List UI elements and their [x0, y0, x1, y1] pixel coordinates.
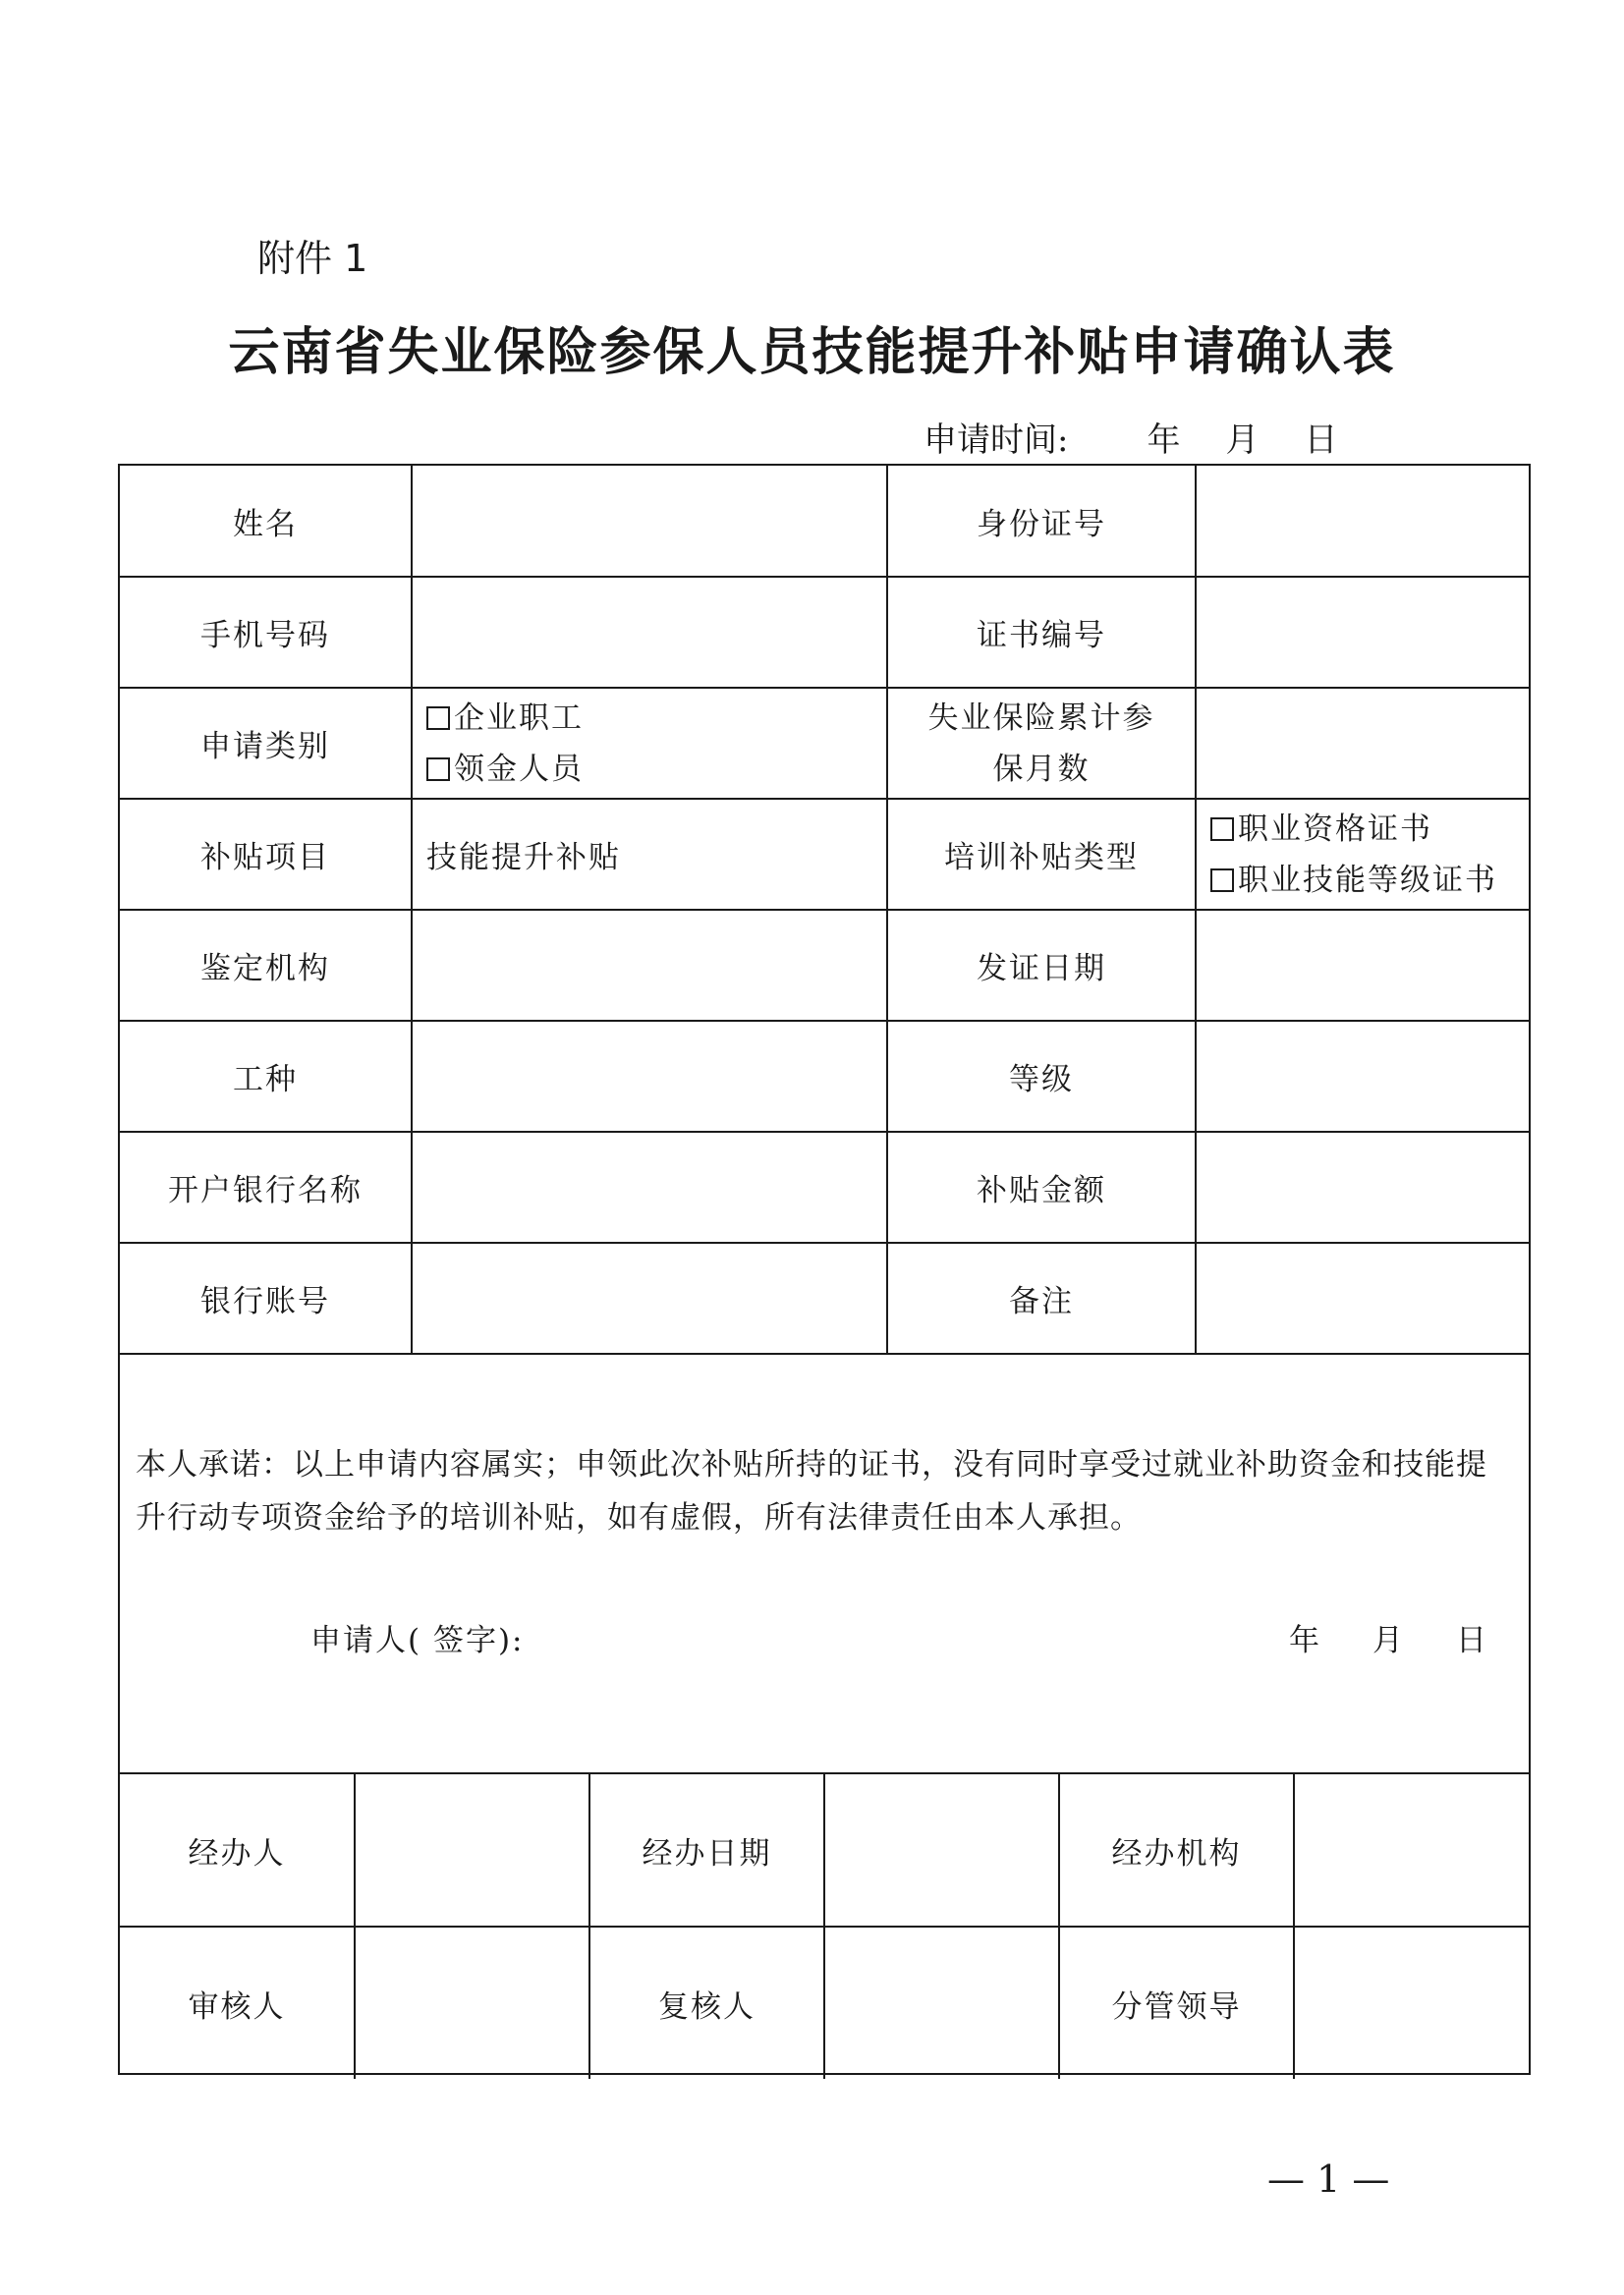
id-number-field[interactable]	[1196, 466, 1529, 577]
bank-account-label: 银行账号	[120, 1243, 412, 1354]
table-row	[120, 910, 1529, 1021]
subsidy-type-option-skill-level[interactable]	[1210, 855, 1529, 906]
certificate-number-label: 证书编号	[887, 577, 1196, 688]
day-label: 日	[1304, 420, 1338, 460]
id-number-label: 身份证号	[887, 466, 1196, 577]
supervisor-label: 分管领导	[1059, 1927, 1294, 2079]
apply-date-line	[924, 413, 1337, 461]
attachment-label: 附件 1	[257, 237, 368, 280]
name-label: 姓名	[120, 466, 412, 577]
year-label: 年	[1147, 420, 1181, 460]
table-row	[120, 1132, 1529, 1243]
rechecker-label: 复核人	[589, 1927, 824, 2079]
option-label: 职业资格证书	[1238, 811, 1432, 847]
handler-field[interactable]	[355, 1773, 589, 1927]
insured-months-label	[887, 688, 1196, 799]
name-field[interactable]	[412, 466, 887, 577]
form-title: 云南省失业保险参保人员技能提升补贴申请确认表	[228, 323, 1396, 382]
bank-name-field[interactable]	[412, 1132, 887, 1243]
day-label: 日	[1456, 1623, 1486, 1658]
insured-months-label-line2: 保月数	[992, 751, 1091, 787]
appraisal-agency-label: 鉴定机构	[120, 910, 412, 1021]
subsidy-amount-field[interactable]	[1196, 1132, 1529, 1243]
table-row	[120, 799, 1529, 910]
rechecker-field[interactable]	[824, 1927, 1059, 2079]
signature-label: 申请人( 签字):	[310, 1623, 525, 1658]
remarks-label: 备注	[887, 1243, 1196, 1354]
reviewer-label: 审核人	[120, 1927, 355, 2079]
insured-months-field[interactable]	[1196, 688, 1529, 799]
handling-agency-field[interactable]	[1294, 1773, 1529, 1927]
table-row	[120, 688, 1529, 799]
applicant-info-table	[120, 466, 1529, 1355]
checkbox-icon	[426, 757, 450, 781]
issue-date-field[interactable]	[1196, 910, 1529, 1021]
subsidy-amount-label: 补贴金额	[887, 1132, 1196, 1243]
remarks-field[interactable]	[1196, 1243, 1529, 1354]
approval-table	[120, 1772, 1529, 2079]
grade-field[interactable]	[1196, 1021, 1529, 1132]
supervisor-field[interactable]	[1294, 1927, 1529, 2079]
handling-date-label: 经办日期	[589, 1773, 824, 1927]
handler-label: 经办人	[120, 1773, 355, 1927]
occupation-field[interactable]	[412, 1021, 887, 1132]
page-number: — 1 —	[1267, 2157, 1390, 2201]
grade-label: 等级	[887, 1021, 1196, 1132]
subsidy-item-label: 补贴项目	[120, 799, 412, 910]
apply-time-label: 申请时间:	[924, 420, 1069, 460]
occupation-label: 工种	[120, 1021, 412, 1132]
handling-date-field[interactable]	[824, 1773, 1059, 1927]
category-label: 申请类别	[120, 688, 412, 799]
issue-date-label: 发证日期	[887, 910, 1196, 1021]
category-option-benefit-recipient[interactable]	[426, 744, 886, 795]
option-label: 职业技能等级证书	[1238, 862, 1497, 898]
subsidy-type-options	[1196, 799, 1529, 910]
reviewer-field[interactable]	[355, 1927, 589, 2079]
application-form	[118, 464, 1531, 2075]
month-label: 月	[1225, 420, 1260, 460]
checkbox-icon	[1210, 868, 1234, 892]
table-row	[120, 1243, 1529, 1354]
option-label: 领金人员	[454, 751, 584, 787]
bank-account-field[interactable]	[412, 1243, 887, 1354]
table-row	[120, 1773, 1529, 1927]
table-row	[120, 1927, 1529, 2079]
checkbox-icon	[426, 706, 450, 730]
phone-field[interactable]	[412, 577, 887, 688]
category-option-employee[interactable]	[426, 693, 886, 744]
signature-date	[1289, 1615, 1486, 1659]
month-label: 月	[1372, 1623, 1403, 1658]
phone-label: 手机号码	[120, 577, 412, 688]
table-row	[120, 1021, 1529, 1132]
option-label: 企业职工	[454, 700, 584, 736]
year-label: 年	[1289, 1623, 1319, 1658]
insured-months-label-line1: 失业保险累计参	[927, 700, 1155, 736]
appraisal-agency-field[interactable]	[412, 910, 887, 1021]
checkbox-icon	[1210, 817, 1234, 841]
bank-name-label: 开户银行名称	[120, 1132, 412, 1243]
category-options	[412, 688, 887, 799]
handling-agency-label: 经办机构	[1059, 1773, 1294, 1927]
table-row	[120, 577, 1529, 688]
subsidy-type-label: 培训补贴类型	[887, 799, 1196, 910]
applicant-pledge: 本人承诺：以上申请内容属实；申领此次补贴所持的证书，没有同时享受过就业补助资金和技能提升行动专项资金给予的培训补贴，如有虚假，所有法律责任由本人承担。	[136, 1447, 1487, 1536]
subsidy-type-option-qualification[interactable]	[1210, 804, 1529, 855]
certificate-number-field[interactable]	[1196, 577, 1529, 688]
subsidy-item-value: 技能提升补贴	[412, 799, 887, 910]
table-row	[120, 466, 1529, 577]
